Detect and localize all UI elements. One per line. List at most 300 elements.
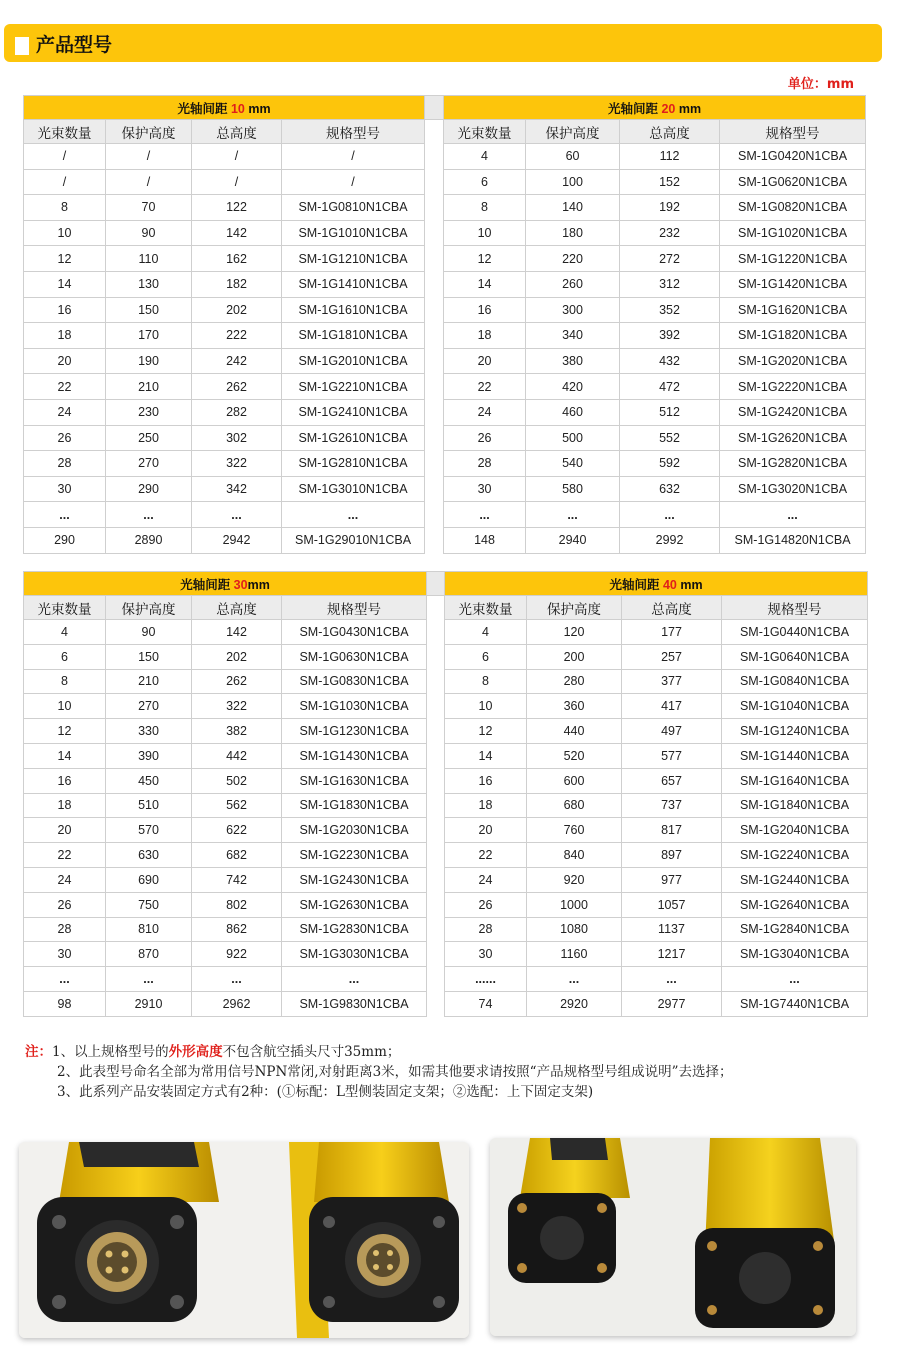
table-cell: 90 (106, 620, 192, 645)
table-cell: 420 (526, 374, 620, 400)
column-header: 光束数量 (445, 596, 527, 620)
table-cell: SM-1G2820N1CBA (720, 451, 866, 477)
table-gap (425, 374, 444, 400)
column-header: 保护高度 (526, 120, 620, 144)
table-cell: 342 (192, 476, 282, 502)
table-cell: 417 (622, 694, 722, 719)
table-cell: 4 (445, 620, 527, 645)
table-cell: 22 (445, 843, 527, 868)
table-cell: SM-1G1810N1CBA (282, 323, 425, 349)
table-cell: 12 (24, 246, 106, 272)
table-cell: 18 (24, 323, 106, 349)
table-gap (427, 793, 445, 818)
table-cell: 322 (192, 451, 282, 477)
table-cell: 18 (445, 793, 527, 818)
table-cell: 152 (620, 169, 720, 195)
spacing-title-value: 30 (233, 577, 248, 592)
table-cell: 202 (192, 297, 282, 323)
table-gap (427, 572, 445, 596)
table-gap (425, 399, 444, 425)
table-cell: ... (106, 502, 192, 528)
table-cell: SM-1G0620N1CBA (720, 169, 866, 195)
table-cell: 6 (445, 644, 527, 669)
table-cell: SM-1G2040N1CBA (722, 818, 868, 843)
table-gap (427, 719, 445, 744)
spacing-title-value: 20 (661, 101, 676, 116)
table-cell: 2962 (192, 991, 282, 1016)
table-cell: 682 (192, 843, 282, 868)
table-row (24, 843, 868, 868)
table-cell: 632 (620, 476, 720, 502)
table-cell: 28 (445, 917, 527, 942)
table-cell: 220 (526, 246, 620, 272)
spacing-title-right (444, 96, 866, 120)
table-cell: SM-1G2620N1CBA (720, 425, 866, 451)
table-cell: 12 (445, 719, 527, 744)
table-row (24, 743, 868, 768)
table-gap (425, 271, 444, 297)
table-cell: 262 (192, 669, 282, 694)
table-cell: 600 (527, 768, 622, 793)
table-cell: 14 (444, 271, 526, 297)
table-cell: ... (24, 502, 106, 528)
table-row (24, 527, 866, 553)
table-cell: 312 (620, 271, 720, 297)
table-cell: 100 (526, 169, 620, 195)
table-cell: 2940 (526, 527, 620, 553)
table-cell: 4 (444, 144, 526, 170)
table-cell: 260 (526, 271, 620, 297)
table-row (24, 144, 866, 170)
table-cell: 24 (24, 399, 106, 425)
table-gap (427, 843, 445, 868)
table-row (24, 867, 868, 892)
table-cell: SM-1G14820N1CBA (720, 527, 866, 553)
table-gap (427, 818, 445, 843)
table-row (24, 271, 866, 297)
table-row (24, 399, 866, 425)
table-cell: 180 (526, 220, 620, 246)
table-cell: 26 (24, 425, 106, 451)
table-cell: ... (192, 502, 282, 528)
table-cell: 432 (620, 348, 720, 374)
column-header: 总高度 (620, 120, 720, 144)
table-cell: 657 (622, 768, 722, 793)
table-cell: SM-1G1210N1CBA (282, 246, 425, 272)
table-cell: 18 (444, 323, 526, 349)
table-cell: 142 (192, 220, 282, 246)
table-cell: 28 (24, 451, 106, 477)
table-cell: 577 (622, 743, 722, 768)
table-cell: SM-1G3030N1CBA (282, 942, 427, 967)
table-row (24, 917, 868, 942)
table-gap (427, 669, 445, 694)
table-gap (425, 195, 444, 221)
table-cell: 1057 (622, 892, 722, 917)
table-cell: SM-1G1240N1CBA (722, 719, 868, 744)
spacing-title-left (24, 572, 427, 596)
spacing-title-unit: mm (247, 577, 270, 592)
table-cell: ... (106, 967, 192, 992)
table-cell: 20 (445, 818, 527, 843)
table-cell: ... (620, 502, 720, 528)
column-header: 保护高度 (106, 120, 192, 144)
table-cell: SM-1G2630N1CBA (282, 892, 427, 917)
table-cell: 232 (620, 220, 720, 246)
table-cell: 10 (24, 220, 106, 246)
unit-label: 单位：mm (787, 77, 854, 92)
table-cell: 28 (444, 451, 526, 477)
table-cell: SM-1G3020N1CBA (720, 476, 866, 502)
spec-table-30-40mm (23, 571, 868, 1017)
product-photo-icon (19, 1142, 469, 1338)
table-cell: SM-1G0440N1CBA (722, 620, 868, 645)
table-cell: 28 (24, 917, 106, 942)
table-cell: ... (24, 967, 106, 992)
table-row (24, 892, 868, 917)
table-cell: 690 (106, 867, 192, 892)
table-cell: SM-1G1820N1CBA (720, 323, 866, 349)
table-cell: 12 (444, 246, 526, 272)
table-cell: 177 (622, 620, 722, 645)
table-gap (427, 694, 445, 719)
table-cell: 500 (526, 425, 620, 451)
table-cell: 810 (106, 917, 192, 942)
table-cell: 10 (24, 694, 106, 719)
table-cell: 592 (620, 451, 720, 477)
table-cell: 460 (526, 399, 620, 425)
column-header: 保护高度 (106, 596, 192, 620)
table-cell: SM-1G2440N1CBA (722, 867, 868, 892)
table-cell: SM-1G2430N1CBA (282, 867, 427, 892)
table-cell: 24 (445, 867, 527, 892)
column-header: 光束数量 (24, 120, 106, 144)
notes-label: 注： (25, 1044, 52, 1060)
column-header: 规格型号 (720, 120, 866, 144)
table-cell: 270 (106, 694, 192, 719)
table-cell: 540 (526, 451, 620, 477)
spacing-title-label: 光轴间距 (608, 101, 662, 116)
column-header: 光束数量 (24, 596, 106, 620)
table-cell: 977 (622, 867, 722, 892)
note-line-3: 3、此系列产品安装固定方式有2种：(①标配：L型侧装固定支架；②选配：上下固定支架) (57, 1084, 594, 1100)
table-cell: SM-1G1430N1CBA (282, 743, 427, 768)
table-cell: 497 (622, 719, 722, 744)
spacing-title-value: 40 (662, 577, 677, 592)
table-cell: 22 (24, 843, 106, 868)
table-cell: 90 (106, 220, 192, 246)
table-gap (425, 451, 444, 477)
table-cell: 6 (444, 169, 526, 195)
table-row (24, 793, 868, 818)
table-row (24, 246, 866, 272)
table-cell: 112 (620, 144, 720, 170)
table-gap (425, 96, 444, 120)
table-cell: 2942 (192, 527, 282, 553)
table-cell: 737 (622, 793, 722, 818)
table-cell: SM-1G0430N1CBA (282, 620, 427, 645)
table-cell: 742 (192, 867, 282, 892)
table-row (24, 169, 866, 195)
table-row (24, 323, 866, 349)
table-cell: SM-1G1640N1CBA (722, 768, 868, 793)
table-cell: 222 (192, 323, 282, 349)
table-cell: 8 (24, 669, 106, 694)
table-cell: 377 (622, 669, 722, 694)
table-cell: SM-1G2010N1CBA (282, 348, 425, 374)
table-cell: 552 (620, 425, 720, 451)
table-gap (425, 348, 444, 374)
table-cell: 2977 (622, 991, 722, 1016)
table-gap (425, 120, 444, 144)
table-cell: 98 (24, 991, 106, 1016)
table-cell: 26 (24, 892, 106, 917)
table-cell: SM-1G2840N1CBA (722, 917, 868, 942)
table-cell: 14 (445, 743, 527, 768)
table-cell: 16 (24, 768, 106, 793)
note-1-text-b: 不包含航空插头尺寸35mm； (222, 1044, 401, 1060)
table-cell: SM-1G7440N1CBA (722, 991, 868, 1016)
table-cell: / (282, 169, 425, 195)
spacing-title-value: 10 (230, 101, 245, 116)
table-cell: 20 (444, 348, 526, 374)
table-row (24, 348, 866, 374)
table-cell: 570 (106, 818, 192, 843)
table-cell: 16 (444, 297, 526, 323)
table-cell: 192 (620, 195, 720, 221)
column-header: 总高度 (622, 596, 722, 620)
column-header-row (24, 120, 866, 144)
table-gap (427, 743, 445, 768)
table-cell: 622 (192, 818, 282, 843)
table-cell: SM-1G1630N1CBA (282, 768, 427, 793)
table-cell: 200 (527, 644, 622, 669)
spacing-title-left (24, 96, 425, 120)
table-cell: 262 (192, 374, 282, 400)
table-cell: SM-1G1610N1CBA (282, 297, 425, 323)
spacing-title-label: 光轴间距 (177, 101, 231, 116)
table-cell: SM-1G2610N1CBA (282, 425, 425, 451)
table-cell: 150 (106, 644, 192, 669)
table-cell: 30 (445, 942, 527, 967)
table-cell: ... (622, 967, 722, 992)
table-cell: 148 (444, 527, 526, 553)
table-cell: ... (192, 967, 282, 992)
table-row (24, 220, 866, 246)
table-cell: SM-1G2420N1CBA (720, 399, 866, 425)
table-cell: 630 (106, 843, 192, 868)
table-cell: SM-1G1620N1CBA (720, 297, 866, 323)
table-cell: 580 (526, 476, 620, 502)
table-cell: 18 (24, 793, 106, 818)
table-cell: 2920 (527, 991, 622, 1016)
table-cell: 170 (106, 323, 192, 349)
column-header: 保护高度 (527, 596, 622, 620)
table-cell: 250 (106, 425, 192, 451)
table-cell: 30 (24, 476, 106, 502)
table-cell: 14 (24, 271, 106, 297)
table-cell: 440 (527, 719, 622, 744)
table-row (24, 374, 866, 400)
table-cell: 750 (106, 892, 192, 917)
table-gap (425, 527, 444, 553)
note-1-highlight: 外形高度 (168, 1044, 223, 1060)
table-cell: SM-1G0820N1CBA (720, 195, 866, 221)
table-cell: 150 (106, 297, 192, 323)
table-cell: 8 (444, 195, 526, 221)
table-gap (427, 892, 445, 917)
table-cell: 472 (620, 374, 720, 400)
table-cell: 290 (24, 527, 106, 553)
table-cell: SM-1G1220N1CBA (720, 246, 866, 272)
table-row (24, 768, 868, 793)
table-cell: 330 (106, 719, 192, 744)
table-cell: SM-1G2240N1CBA (722, 843, 868, 868)
table-cell: / (106, 144, 192, 170)
table-cell: 20 (24, 348, 106, 374)
table-cell: 1217 (622, 942, 722, 967)
table-gap (427, 644, 445, 669)
table-cell: 870 (106, 942, 192, 967)
table-cell: 26 (444, 425, 526, 451)
table-cell: 282 (192, 399, 282, 425)
table-cell: 24 (24, 867, 106, 892)
table-cell: 802 (192, 892, 282, 917)
note-1-text-a: 1、以上规格型号的 (52, 1044, 169, 1060)
column-header-row (24, 596, 868, 620)
table-cell: 300 (526, 297, 620, 323)
table-cell: / (192, 144, 282, 170)
spec-table-10-20mm (23, 95, 866, 554)
table-gap (427, 620, 445, 645)
table-cell: 60 (526, 144, 620, 170)
spacing-title-unit: mm (676, 577, 703, 592)
table-cell: 817 (622, 818, 722, 843)
table-cell: 10 (444, 220, 526, 246)
table-cell: 442 (192, 743, 282, 768)
table-cell: SM-1G2830N1CBA (282, 917, 427, 942)
table-gap (427, 942, 445, 967)
table-cell: SM-1G0420N1CBA (720, 144, 866, 170)
table-cell: 760 (527, 818, 622, 843)
table-cell: 26 (445, 892, 527, 917)
table-gap (425, 246, 444, 272)
table-row (24, 476, 866, 502)
table-gap (427, 867, 445, 892)
table-cell: 920 (527, 867, 622, 892)
spacing-title-label: 光轴间距 (609, 577, 663, 592)
table-cell: 16 (445, 768, 527, 793)
table-title-row (24, 96, 866, 120)
table-cell: 12 (24, 719, 106, 744)
table-cell: SM-1G2220N1CBA (720, 374, 866, 400)
table-cell: SM-1G1410N1CBA (282, 271, 425, 297)
column-header: 光束数量 (444, 120, 526, 144)
table-cell: 6 (24, 644, 106, 669)
table-row (24, 425, 866, 451)
table-cell: SM-1G29010N1CBA (282, 527, 425, 553)
table-cell: SM-1G3040N1CBA (722, 942, 868, 967)
table-cell: / (192, 169, 282, 195)
table-cell: 352 (620, 297, 720, 323)
table-cell: 242 (192, 348, 282, 374)
table-cell: 302 (192, 425, 282, 451)
spacing-title-unit: mm (244, 101, 271, 116)
table-row (24, 991, 868, 1016)
table-gap (425, 323, 444, 349)
column-header: 总高度 (192, 120, 282, 144)
table-row (24, 644, 868, 669)
table-cell: 502 (192, 768, 282, 793)
table-cell: 182 (192, 271, 282, 297)
table-cell: / (24, 144, 106, 170)
table-cell: SM-1G2030N1CBA (282, 818, 427, 843)
table-cell: 22 (444, 374, 526, 400)
table-cell: 70 (106, 195, 192, 221)
table-row (24, 942, 868, 967)
spacing-title-unit: mm (675, 101, 702, 116)
header-marker-icon (15, 37, 29, 55)
table-cell: 840 (527, 843, 622, 868)
table-cell: SM-1G1030N1CBA (282, 694, 427, 719)
table-cell: SM-1G2230N1CBA (282, 843, 427, 868)
table-cell: SM-1G0840N1CBA (722, 669, 868, 694)
table-cell: SM-1G1020N1CBA (720, 220, 866, 246)
table-cell: SM-1G1230N1CBA (282, 719, 427, 744)
table-row (24, 195, 866, 221)
table-cell: 390 (106, 743, 192, 768)
table-cell: 2992 (620, 527, 720, 553)
table-cell: 257 (622, 644, 722, 669)
table-gap (427, 991, 445, 1016)
table-cell: 1080 (527, 917, 622, 942)
table-cell: 512 (620, 399, 720, 425)
table-cell: 16 (24, 297, 106, 323)
table-cell: SM-1G1440N1CBA (722, 743, 868, 768)
photo-connector-ends (19, 1142, 469, 1338)
table-cell: 290 (106, 476, 192, 502)
table-cell: 22 (24, 374, 106, 400)
table-cell: 392 (620, 323, 720, 349)
table-gap (425, 425, 444, 451)
table-cell: SM-1G2640N1CBA (722, 892, 868, 917)
table-cell: 450 (106, 768, 192, 793)
table-cell: SM-1G3010N1CBA (282, 476, 425, 502)
note-line-1 (25, 1042, 885, 1062)
section-title: 产品型号 (36, 34, 113, 56)
table-gap (425, 220, 444, 246)
table-cell: / (282, 144, 425, 170)
table-gap (425, 169, 444, 195)
table-cell: ... (722, 967, 868, 992)
table-cell: 862 (192, 917, 282, 942)
table-gap (425, 502, 444, 528)
table-cell: ... (527, 967, 622, 992)
table-cell: 122 (192, 195, 282, 221)
column-header: 规格型号 (722, 596, 868, 620)
table-cell: / (24, 169, 106, 195)
table-cell: 8 (24, 195, 106, 221)
table-row (24, 818, 868, 843)
table-row (24, 669, 868, 694)
note-line-2: 2、此表型号命名全部为常用信号NPN常闭,对射距离3米，如需其他要求请按照“产品规格型号组成说明”去选择； (57, 1064, 733, 1080)
table-cell: 202 (192, 644, 282, 669)
table-cell: 1000 (527, 892, 622, 917)
table-cell: ... (526, 502, 620, 528)
table-cell: 510 (106, 793, 192, 818)
table-row (24, 694, 868, 719)
table-cell: 1137 (622, 917, 722, 942)
